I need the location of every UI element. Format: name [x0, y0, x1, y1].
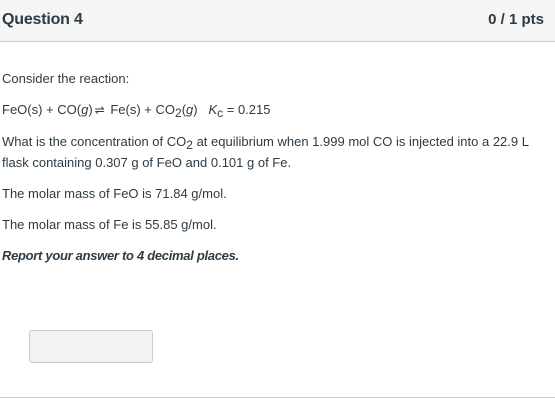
- reaction-state-gas: g: [81, 102, 89, 117]
- question-title: Question 4: [2, 11, 83, 28]
- kc-value: = 0.215: [223, 102, 271, 117]
- question-header: [0, 0, 555, 42]
- reaction-paren-close: ): [193, 102, 198, 117]
- question-co2-subscript: 2: [186, 138, 193, 152]
- answer-input[interactable]: [29, 330, 153, 363]
- molar-mass-fe: The molar mass of Fe is 55.85 g/mol.: [2, 217, 217, 232]
- question-body: [2, 68, 547, 276]
- kc-symbol: K: [208, 102, 218, 117]
- co2-subscript: 2: [175, 106, 182, 120]
- kc-subscript: c: [217, 106, 224, 120]
- reaction-state-gas-2: g: [186, 102, 194, 117]
- molar-mass-feo: The molar mass of FeO is 71.84 g/mol.: [2, 186, 227, 201]
- reaction-paren: ): [88, 102, 93, 117]
- answer-instruction: Report your answer to 4 decimal places.: [2, 248, 239, 263]
- reaction-reactants: FeO(s) + CO(: [2, 102, 82, 117]
- equilibrium-arrow-icon: ⇌: [94, 103, 105, 117]
- reaction-paren-open: (: [181, 102, 187, 117]
- question-prompt: [2, 131, 547, 173]
- question-prompt-start: What is the concentration of CO: [2, 134, 187, 149]
- question-prompt-end: at equilibrium when 1.999 mol CO is injected into a 22.9 L flask containing 0.307 g of FeO and 0.101 g of Fe.: [2, 134, 529, 170]
- reaction-equation: [2, 99, 547, 121]
- question-points: 0 / 1 pts: [488, 11, 544, 28]
- reaction-products: Fe(s) + CO: [106, 102, 175, 117]
- question-divider: [0, 397, 555, 398]
- intro-text: Consider the reaction:: [2, 71, 130, 86]
